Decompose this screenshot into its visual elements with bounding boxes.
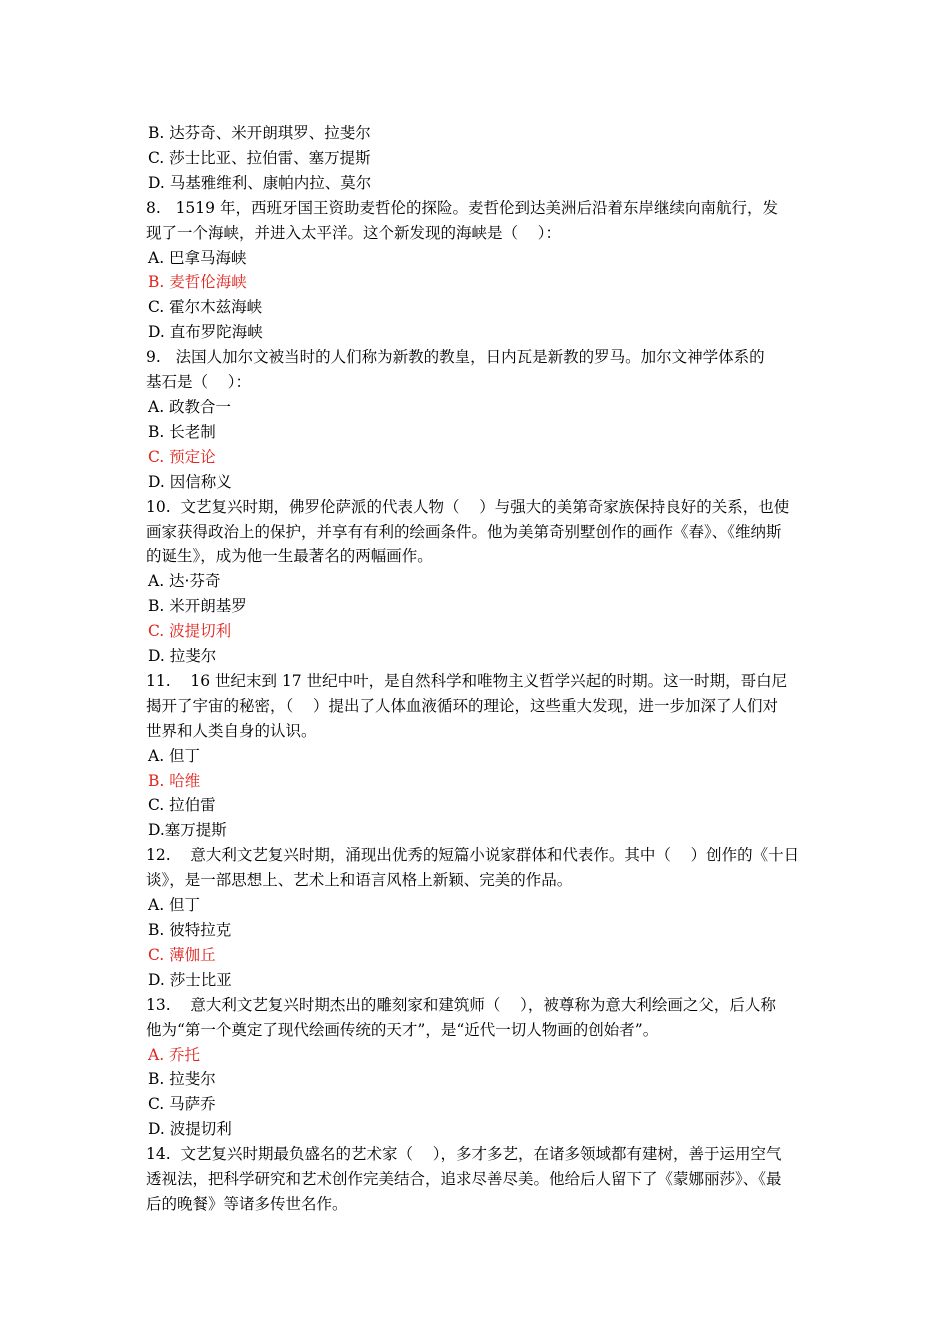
option-line: A. 政教合一 [148,397,232,416]
option-line: A. 但丁 [148,746,201,765]
option-line: D.塞万提斯 [148,821,227,840]
question-line: 他为“第一个奠定了现代绘画传统的天才”，是“近代一切人物画的创始者”。 [146,1020,659,1039]
option-line: D. 莎士比亚 [148,970,232,989]
option-line: A. 巴拿马海峡 [148,248,247,267]
question-line: 揭开了宇宙的秘密，（ ）提出了人体血液循环的理论，这些重大发现，进一步加深了人们对 [146,696,778,715]
option-line: D. 拉斐尔 [148,647,217,666]
answer-option: A. 乔托 [148,1045,201,1064]
question-line: 谈》，是一部思想上、艺术上和语言风格上新颖、完美的作品。 [146,871,573,890]
option-line: C. 霍尔木兹海峡 [148,298,263,317]
question-line: 11. 16 世纪末到 17 世纪中叶，是自然科学和唯物主义哲学兴起的时期。这一时期，哥白尼 [146,671,788,690]
option-line: A. 达·芬奇 [148,572,221,591]
answer-option: C. 波提切利 [148,622,232,641]
answer-option: C. 薄伽丘 [148,945,216,964]
question-line: 画家获得政治上的保护，并享有有利的绘画条件。他为美第奇别墅创作的画作《春》、《维纳斯 [146,522,782,541]
answer-option: B. 哈维 [148,771,201,790]
question-line: 9. 法国人加尔文被当时的人们称为新教的教皇，日内瓦是新教的罗马。加尔文神学体系的 [146,348,765,367]
option-line: D. 马基雅维利、康帕内拉、莫尔 [148,173,372,192]
question-line: 12. 意大利文艺复兴时期，涌现出优秀的短篇小说家群体和代表作。其中（ ）创作的《十日 [146,846,800,865]
question-line: 基石是（ ）： [146,373,251,392]
option-line: B. 达芬奇、米开朗琪罗、拉斐尔 [148,124,371,142]
option-line: A. 但丁 [148,896,201,915]
question-line: 13. 意大利文艺复兴时期杰出的雕刻家和建筑师（ ），被尊称为意大利绘画之父，后人称 [146,995,776,1014]
option-line: C. 莎士比亚、拉伯雷、塞万提斯 [148,148,371,167]
document-page [146,121,810,1217]
option-line: C. 马萨乔 [148,1095,216,1114]
option-line: C. 拉伯雷 [148,796,216,815]
question-line: 8. 1519 年，西班牙国王资助麦哲伦的探险。麦哲伦到达美洲后沿着东岸继续向南航行，发 [146,198,778,217]
answer-option: C. 预定论 [148,447,216,466]
option-line: B. 拉斐尔 [148,1070,216,1089]
option-line: B. 长老制 [148,422,216,441]
option-line: D. 因信称义 [148,472,232,491]
option-line: B. 米开朗基罗 [148,597,247,616]
question-line: 10. 文艺复兴时期，佛罗伦萨派的代表人物（ ）与强大的美第奇家族保持良好的关系，也使 [146,497,790,516]
answer-option: B. 麦哲伦海峡 [148,273,247,292]
option-line: D. 波提切利 [148,1120,232,1139]
question-line: 后的晚餐》等诸多传世名作。 [146,1194,348,1213]
question-line: 世界和人类自身的认识。 [146,721,317,740]
question-line: 现了一个海峡，并进入太平洋。这个新发现的海峡是（ ）： [146,223,561,242]
question-line: 透视法，把科学研究和艺术创作完美结合，追求尽善尽美。他给后人留下了《蒙娜丽莎》、《最 [146,1170,782,1189]
option-line: B. 彼特拉克 [148,921,232,939]
question-line: 14. 文艺复兴时期最负盛名的艺术家（ ），多才多艺，在诸多领域都有建树，善于运用空气 [146,1145,782,1164]
question-line: 的诞生》，成为他一生最著名的两幅画作。 [146,547,433,566]
option-line: D. 直布罗陀海峡 [148,323,263,342]
